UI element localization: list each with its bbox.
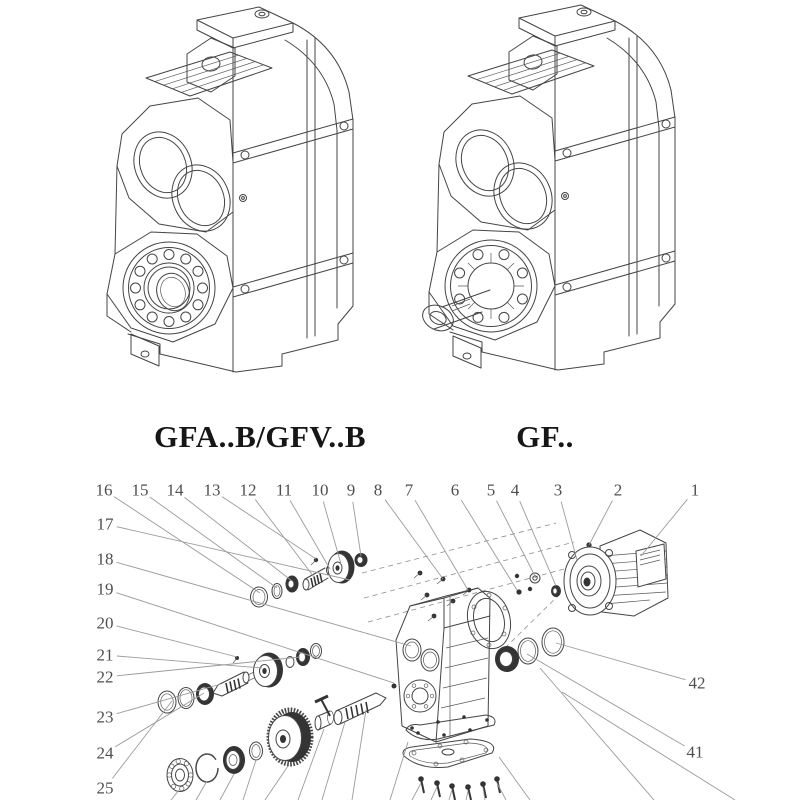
callout-number-42: 42: [688, 673, 706, 693]
callout-number-25: 25: [96, 778, 114, 798]
caption-gf: GF..: [516, 419, 574, 454]
leader-line-15: [150, 497, 277, 588]
leader-line-11: [290, 500, 330, 569]
leader-line-10: [323, 502, 341, 564]
callout-number-11: 11: [275, 480, 293, 500]
cut-leader-line: [540, 668, 654, 800]
leader-line-2: [589, 501, 612, 545]
caption-gfa-gfv-b: GFA..B/GFV..B: [153, 419, 367, 454]
callout-number-13: 13: [203, 480, 221, 500]
callout-number-8: 8: [373, 480, 383, 500]
callout-number-23: 23: [96, 707, 114, 727]
callout-number-9: 9: [346, 480, 356, 500]
callout-number-22: 22: [96, 667, 114, 687]
figure-right-gearbox: [418, 5, 675, 370]
leader-line-4: [520, 501, 556, 586]
exploded-bolts: [418, 776, 500, 800]
leader-line-9: [353, 502, 361, 556]
callout-number-41: 41: [686, 742, 704, 762]
callout-number-14: 14: [166, 480, 184, 500]
callout-number-10: 10: [311, 480, 329, 500]
exploded-motor: [564, 530, 668, 616]
leader-line-13: [222, 497, 316, 559]
exploded-diagram: [96, 481, 736, 800]
cut-leader-line: [431, 787, 437, 800]
cut-leader-line: [466, 791, 468, 800]
callout-number-5: 5: [486, 480, 496, 500]
adapter-flange-parts: [462, 587, 564, 672]
leader-line-8: [385, 500, 443, 579]
leader-line-14: [184, 497, 292, 581]
output-shaft-parts: [167, 693, 386, 792]
cut-leader-line: [243, 760, 256, 800]
cut-leader-line: [352, 710, 366, 800]
leader-line-21: [117, 656, 262, 668]
cut-leader-lines: [171, 668, 735, 800]
cut-leader-line: [562, 692, 735, 800]
callout-number-20: 20: [96, 613, 114, 633]
callout-number-1: 1: [690, 480, 700, 500]
callout-number-3: 3: [553, 480, 563, 500]
callout-number-15: 15: [131, 480, 149, 500]
cut-leader-line: [499, 757, 530, 800]
callout-number-17: 17: [96, 514, 114, 534]
callout-number-21: 21: [96, 645, 114, 665]
cut-leader-line: [497, 783, 506, 800]
exploded-bottom-cover: [403, 739, 494, 768]
callout-number-16: 16: [95, 480, 113, 500]
cut-leader-line: [196, 781, 207, 800]
leader-line-18: [117, 562, 411, 646]
leader-line-41: [527, 654, 685, 746]
leader-line-16: [114, 497, 260, 593]
exploded-housing: [392, 588, 491, 742]
leader-line-20: [117, 626, 237, 657]
callout-number-19: 19: [96, 579, 114, 599]
cut-leader-line: [412, 783, 421, 800]
bearing-ball-ring: [131, 250, 208, 327]
callout-number-24: 24: [96, 743, 114, 763]
gasket-bolt-dots: [410, 715, 489, 737]
exploded-gasket: [406, 715, 495, 740]
input-shaft-parts: [251, 551, 368, 608]
callout-number-6: 6: [450, 480, 460, 500]
callout-number-18: 18: [96, 549, 114, 569]
cut-leader-line: [322, 722, 345, 800]
callout-number-7: 7: [404, 480, 414, 500]
callout-number-4: 4: [510, 480, 520, 500]
callout-number-2: 2: [613, 480, 623, 500]
callout-number-12: 12: [239, 480, 257, 500]
leader-line-42: [556, 643, 685, 680]
callout-layer: [96, 481, 706, 798]
cut-leader-line: [390, 742, 408, 800]
cut-leader-line: [449, 790, 452, 800]
cut-leader-line: [220, 774, 234, 800]
intermediate-shaft-parts: [158, 644, 322, 714]
figure-left-gearbox: [107, 7, 353, 372]
cut-leader-line: [265, 766, 288, 800]
leader-line-3: [561, 502, 577, 560]
